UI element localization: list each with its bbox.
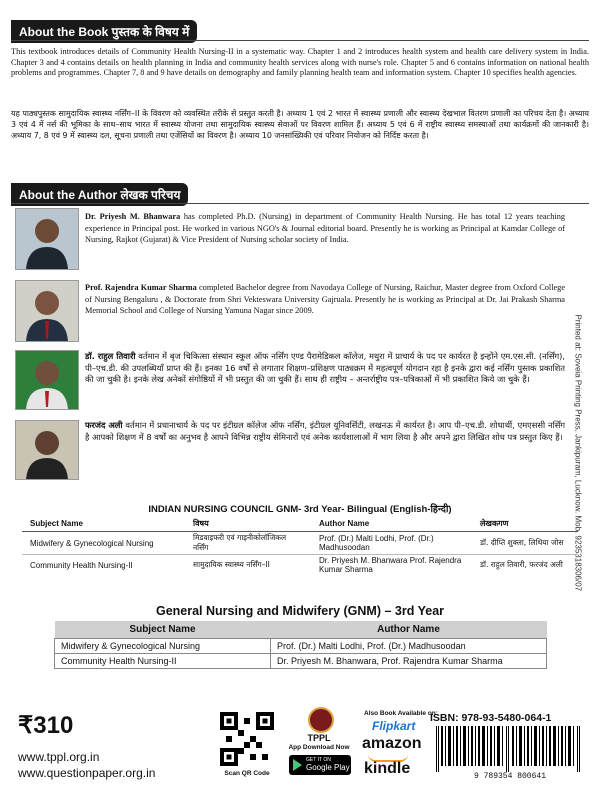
website-link[interactable]: www.questionpaper.org.in — [18, 766, 156, 780]
price: ₹310 — [18, 712, 74, 739]
table-cell: डॉ. दीप्ति शुक्ला, लिथिया जोस — [472, 532, 578, 555]
author-text: वर्तमान में प्रधानाचार्य के पद पर इंटीग्रल कॉलेज ऑफ नर्सिंग, इंटीग्रल यूनिवर्सिटी, लखनऊ में कार्यरत है। आप पी–एच.डी. शोधार्थी, एमएससी नर्सिंग है आपको शिक्षण में 8 वर्षों का अनुभव है आपने विभिन्न राष्ट्रीय सेमिनारों एवं अनेक कार्यशालाओं में भाग लिया है और अपने द्वारा लिखित शोध पत्र प्रस्तुत किए हैं। — [85, 420, 566, 442]
barcode-number: 9 789354 800641 — [473, 772, 546, 781]
also-available-label: Also Book Available on: — [364, 710, 438, 717]
about-book-english: This textbook introduces details of Community Health Nursing-II in a systematic way. Chapter 1 and 2 introduces health system and health care delivery system in India. Chapter 3 and 4 contains details on health planning in India and community health services along with nurse's role. Chapter 5 and 6 contains information on national health problems and programmes. Chapter 7, 8 and 9 have details on demography and family planning health team and information system. Chapter 10 specifies health agencies. — [11, 47, 589, 78]
author-name: डॉ. राहुल तिवारी — [85, 351, 136, 361]
gnm-table-title: General Nursing and Midwifery (GNM) – 3rd Year — [155, 604, 445, 618]
author-text: वर्तमान में बृज चिकित्सा संस्थान स्कूल ऑफ नर्सिंग एण्ड पैरामेडिकल कॉलेज, मथुरा में प्राचार्य के पद पर कार्यरत है इन्होंने एम.एस.सी. (नर्सिंग), पी–एच.डी. की उपलब्धियाँ प्राप्त की हैं। इनका 16 वर्षों से लगातार शिक्षण–प्रशिक्षण पाठ्यक्रम में महत्वपूर्ण योगदान रहा है इनके द्वारा कई नर्सिंग पुस्तक प्रकाशित की जा चुकी है। इनके लेख अनेकों संगोष्ठियों में भी प्रस्तुत की जा चुकी हैं। साथ ही राष्ट्रीय – अन्तर्राष्ट्रीय पत्र–पत्रिकाओं में भी प्रकाशित किये जा चुके हैं। — [85, 351, 565, 384]
barcode — [430, 726, 590, 772]
table-cell: Midwifery & Gynecological Nursing — [22, 532, 185, 555]
google-play-label: Google Play — [306, 763, 350, 772]
table-row — [22, 555, 578, 576]
table-row — [22, 532, 578, 555]
divider — [11, 203, 589, 204]
author-bio-1 — [85, 211, 565, 246]
inc-table-title: INDIAN NURSING COUNCIL GNM- 3rd Year- Bilingual (English-हिन्दी) — [148, 504, 452, 515]
kindle-logo[interactable]: kindle — [364, 760, 411, 777]
inc-table — [22, 516, 578, 575]
col-header: Author Name — [271, 621, 547, 639]
col-header: Author Name — [311, 516, 472, 532]
table-cell: Dr. Priyesh M. Bhanwara Prof. Rajendra Kumar Sharma — [311, 555, 472, 576]
table-cell: Community Health Nursing-II — [22, 555, 185, 576]
app-download-label: App Download Now — [288, 744, 350, 751]
tppl-label: TPPL — [307, 733, 331, 743]
play-icon — [293, 759, 302, 771]
about-author-heading: About the Author लेखक परिचय — [11, 183, 188, 206]
author-name: Dr. Priyesh M. Bhanwara — [85, 212, 181, 221]
about-book-hindi: यह पाठ्यपुस्तक सामुदायिक स्वास्थ्य नर्सिंग–II के विवरण को व्यवस्थित तरीके से प्रस्तुत करती है। अध्याय 1 एवं 2 भारत में स्वास्थ्य प्रणाली और स्वास्थ्य देखभाल वितरण प्रणाली का परिचय देता है। अध्याय 3 एवं 4 में नर्स की भूमिका के साथ–साथ भारत में स्वास्थ्य योजना तथा सामुदायिक स्वास्थ्य सेवाओं पर विवरण शामिल हैं। अध्याय 5 एवं 6 में राष्ट्रीय स्वास्थ्य समस्याओं तथा कार्यक्रमों की जानकारी है। अध्याय 7, 8 एवं 9 में स्वास्थ्य दल, सूचना प्रणाली तथा एजेंसियों का विवरण है। अध्याय 10 जनसांख्यिकी एवं परिवार नियोजन को निर्दिष्ट करता है। — [11, 109, 589, 140]
author-bio-2 — [85, 282, 565, 317]
table-cell: Midwifery & Gynecological Nursing — [55, 639, 271, 654]
divider — [11, 40, 589, 41]
printer-info: Printed at: Soveia Printing Press, Jankipuram, Lucknow. Mob. 9235318306/07 — [573, 314, 583, 592]
table-cell: Community Health Nursing-II — [55, 654, 271, 669]
gnm-table — [54, 621, 547, 669]
author-photo-3 — [15, 350, 79, 410]
table-cell: Prof. (Dr.) Malti Lodhi, Prof. (Dr.) Madhusoodan — [271, 639, 547, 654]
table-cell: डॉ. राहुल तिवारी, फरजंद अली — [472, 555, 578, 576]
amazon-logo[interactable]: amazon — [362, 735, 422, 752]
scan-qr-label: Scan QR Code — [224, 770, 270, 777]
website-link[interactable]: www.tppl.org.in — [18, 750, 100, 764]
get-it-on-label: GET IT ON — [306, 757, 331, 763]
col-header: Subject Name — [55, 621, 271, 639]
isbn-text: ISBN: 978-93-5480-064-1 — [430, 712, 552, 724]
table-cell: मिडवाइफरी एवं गाइनीकोलॉजिकल नर्सिंग — [185, 532, 311, 555]
tppl-logo-icon — [308, 707, 334, 733]
table-cell: Prof. (Dr.) Malti Lodhi, Prof. (Dr.) Madhusoodan — [311, 532, 472, 555]
author-text: completed Bachelor degree from Navodaya College of Nursing, Raichur, Master degree from Oxford College of Nursing Bengaluru , & Doctorate from Shri Vekteswara University Gajruala. Presently he is working as Principal at Dr. Jai Prakash Sharma Memorial School and College of Nursing Yamuna Nagar since 2009. — [85, 283, 566, 315]
author-photo-1 — [15, 208, 79, 270]
author-text: has completed Ph.D. (Nursing) in department of Community Health Nursing. He has total 12 years teaching experience in Principal post. He worked in various NGO's & Journal editorial board. Presently he is working as Principal at Kamdar College of Nursing, Rajkot (Gujarat) & Vice President of Nursing scholar society of India. — [85, 212, 565, 244]
table-row — [55, 639, 547, 654]
col-header: विषय — [185, 516, 311, 532]
table-row — [55, 654, 547, 669]
col-header: लेखकगण — [472, 516, 578, 532]
author-name: फरजंद अली — [85, 420, 123, 430]
author-photo-4 — [15, 420, 79, 480]
google-play-button[interactable] — [289, 755, 351, 775]
author-name: Prof. Rajendra Kumar Sharma — [85, 283, 197, 292]
qr-code[interactable] — [220, 712, 274, 766]
author-photo-2 — [15, 280, 79, 342]
author-bio-4 — [85, 420, 565, 443]
col-header: Subject Name — [22, 516, 185, 532]
table-cell: सामुदायिक स्वास्थ्य नर्सिंग–II — [185, 555, 311, 576]
table-cell: Dr. Priyesh M. Bhanwara, Prof. Rajendra Kumar Sharma — [271, 654, 547, 669]
author-bio-3 — [85, 351, 565, 386]
about-book-heading: About the Book पुस्तक के विषय में — [11, 20, 197, 43]
flipkart-logo[interactable]: Flipkart — [372, 719, 416, 733]
